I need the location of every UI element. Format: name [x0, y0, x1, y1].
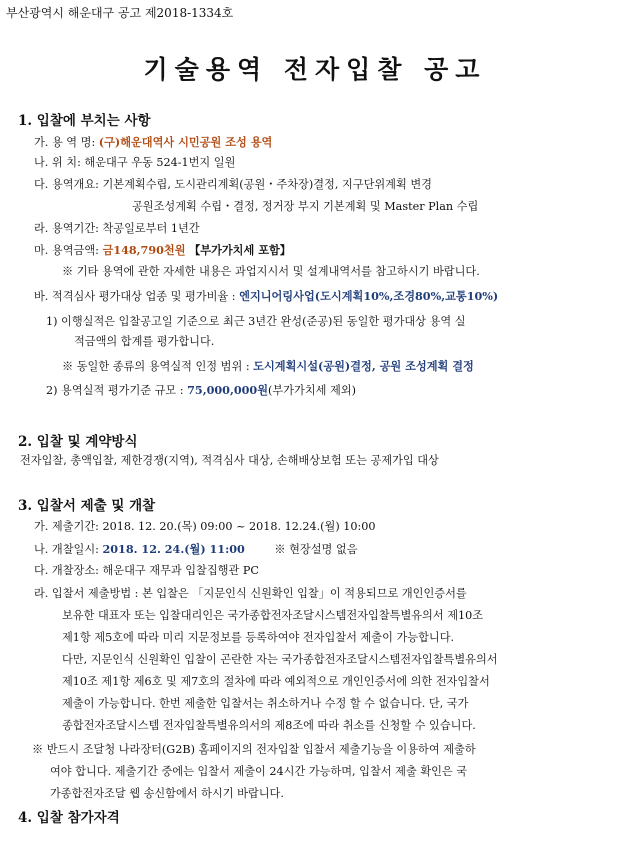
- evaluation-item-1-note: [62, 358, 474, 375]
- amount-reference-note: ※ 기타 용역에 관한 자세한 내용은 과업지시서 및 설계내역서를 참고하시기 바랍니다.: [62, 265, 480, 278]
- service-name-value: (구)해운대역사 시민공원 조성 용역: [98, 135, 273, 149]
- submission-method-line-7: 종합전자조달시스템 전자입찰특별유의서의 제8조에 따라 취소를 신청할 수 있습니다.: [62, 719, 476, 732]
- submission-method-line-2: 보유한 대표자 또는 입찰대리인은 국가종합전자조달시스템전자입찰특별유의서 제10조: [62, 609, 484, 622]
- opening-datetime-row: [34, 541, 358, 558]
- scale-label: 2) 용역실적 평가기준 규모 :: [46, 384, 184, 397]
- scale-value: 75,000,000원: [187, 383, 268, 397]
- period-row: 라. 용역기간: 착공일로부터 1년간: [34, 222, 200, 235]
- amount-note: 【부가가치세 포함】: [189, 243, 291, 257]
- evaluation-item-2: [46, 382, 356, 399]
- site-briefing-note: ※ 현장설명 없음: [274, 543, 358, 556]
- location-row: 나. 위 치: 해운대구 우동 524-1번지 일원: [34, 156, 236, 169]
- section-4-heading: 4. 입찰 참가자격: [18, 810, 120, 826]
- amount-label: 마. 용역금액:: [34, 244, 99, 257]
- submission-method-line-1: 라. 입찰서 제출방법 : 본 입찰은 「지문인식 신원확인 입찰」이 적용되므로 개인인증서를: [34, 587, 467, 600]
- recognition-range-value: 도시계획시설(공원)결정, 공원 조성계획 결정: [253, 359, 474, 373]
- opening-place-row: 다. 개찰장소: 해운대구 재무과 입찰집행관 PC: [34, 564, 259, 577]
- evaluation-row: [34, 288, 498, 305]
- opening-datetime-label: 나. 개찰일시:: [34, 543, 99, 556]
- submission-method-line-5: 제10조 제1항 제6호 및 제7호의 절차에 따라 예외적으로 개인인증서에 의한 전자입찰서: [62, 675, 490, 688]
- section-3-heading: 3. 입찰서 제출 및 개찰: [18, 498, 156, 514]
- evaluation-value: 엔지니어링사업(도시계획10%,조경80%,교통10%): [239, 289, 499, 303]
- service-name-label: 가. 용 역 명:: [34, 136, 96, 149]
- submission-period-row: 가. 제출기간: 2018. 12. 20.(목) 09:00 ~ 2018. 12.24.(월) 10:00: [34, 520, 376, 533]
- amount-value: 금148,790천원: [102, 243, 186, 257]
- g2b-note-line-1: ※ 반드시 조달청 나라장터(G2B) 홈페이지의 전자입찰 입찰서 제출기능을 이용하여 제출하: [32, 743, 476, 756]
- submission-method-line-4: 다만, 지문인식 신원확인 입찰이 곤란한 자는 국가종합전자조달시스템전자입찰특별유의서: [62, 653, 498, 666]
- evaluation-label: 바. 적격심사 평가대상 업종 및 평가비율 :: [34, 290, 236, 303]
- submission-method-line-6: 제출이 가능합니다. 한번 제출한 입찰서는 취소하거나 수정 할 수 없습니다. 단, 국가: [62, 697, 469, 710]
- service-name-row: [34, 134, 272, 151]
- section-2-heading: 2. 입찰 및 계약방식: [18, 434, 138, 450]
- g2b-note-line-3: 가종합전자조달 웹 송신함에서 하시기 바랍니다.: [50, 787, 284, 800]
- notice-number: 부산광역시 해운대구 공고 제2018-1334호: [6, 6, 234, 20]
- page-title: 기술용역 전자입찰 공고: [143, 55, 487, 84]
- scale-note: (부가가치세 제외): [268, 384, 356, 397]
- g2b-note-line-2: 여야 합니다. 제출기간 중에는 입찰서 제출이 24시간 가능하며, 입찰서 제출 확인은 국: [50, 765, 468, 778]
- recognition-range-label: ※ 동일한 종류의 용역실적 인정 범위 :: [62, 360, 250, 373]
- submission-method-line-3: 제1항 제5호에 따라 미리 지문정보를 등록하여야 전자입찰서 제출이 가능합니다.: [62, 631, 455, 644]
- section-1-heading: 1. 입찰에 부치는 사항: [18, 113, 151, 129]
- overview-row: 다. 용역개요: 기본계획수립, 도시관리계획(공원・주차장)결정, 지구단위계획 변경: [34, 178, 432, 191]
- evaluation-item-1-cont: 적금액의 합계를 평가합니다.: [74, 335, 215, 348]
- contract-method-text: 전자입찰, 총액입찰, 제한경쟁(지역), 적격심사 대상, 손해배상보험 또는 공제가입 대상: [20, 454, 439, 467]
- evaluation-item-1: 1) 이행실적은 입찰공고일 기준으로 최근 3년간 완성(준공)된 동일한 평가대상 용역 실: [46, 315, 466, 328]
- overview-row-cont: 공원조성계획 수립・결정, 정거장 부지 기본계획 및 Master Plan 수립: [132, 200, 479, 213]
- amount-row: [34, 242, 291, 259]
- opening-datetime-value: 2018. 12. 24.(월) 11:00: [102, 542, 245, 556]
